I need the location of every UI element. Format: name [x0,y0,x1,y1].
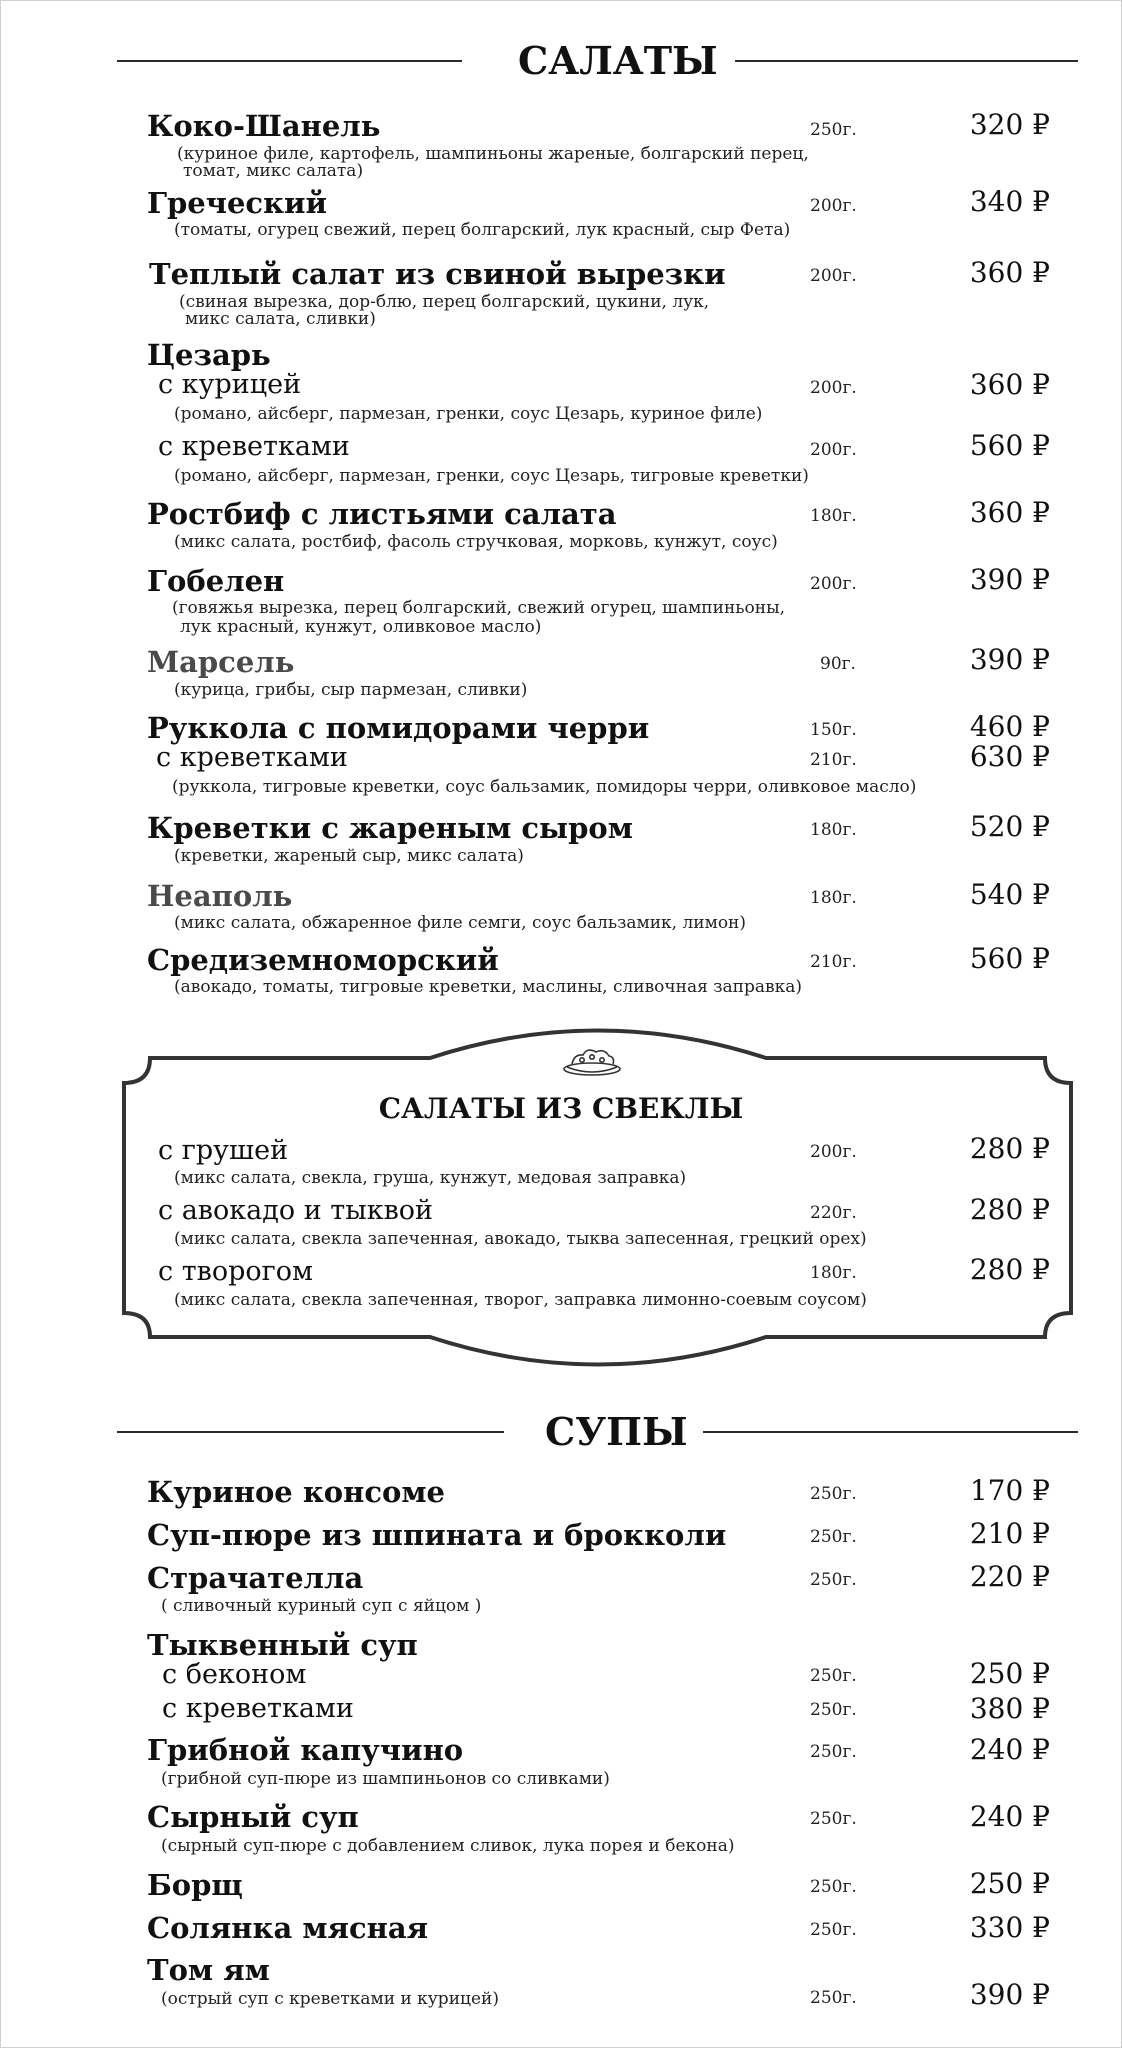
menu-item-weight: 180г. [810,1263,857,1283]
menu-item-description: (микс салата, свекла, груша, кунжут, медовая заправка) [174,1168,687,1188]
menu-item-description: (свиная вырезка, дор-блю, перец болгарский, цукини, лук, [179,292,710,312]
menu-item-name: Сырный суп [147,1800,359,1834]
menu-item-description: (грибной суп-пюре из шампиньонов со сливками) [161,1769,610,1789]
menu-item-price: 460 ₽ [969,710,1050,743]
menu-item-name: Средиземноморский [147,943,499,977]
menu-item-weight: 250г. [810,1742,857,1762]
salads-divider-right [735,60,1078,62]
menu-item-description: (микс салата, ростбиф, фасоль стручковая, морковь, кунжут, соус) [174,532,778,552]
menu-item-price: 280 ₽ [969,1132,1050,1165]
menu-item-weight: 200г. [810,440,857,460]
menu-item-name: Марсель [147,645,295,679]
menu-item-weight: 250г. [810,1809,857,1829]
menu-item-weight: 200г. [810,266,857,286]
menu-item-description: (романо, айсберг, пармезан, гренки, соус Цезарь, тигровые креветки) [174,466,809,486]
menu-item-variant: с курицей [158,369,302,400]
menu-item-description: (говяжья вырезка, перец болгарский, свежий огурец, шампиньоны, [172,598,786,618]
menu-item-price: 240 ₽ [969,1733,1050,1766]
menu-item-price: 380 ₽ [969,1692,1050,1725]
menu-item-price: 360 ₽ [969,496,1050,529]
menu-item-weight: 180г. [810,888,857,908]
menu-item-description: (микс салата, обжаренное филе семги, соус бальзамик, лимон) [174,913,747,933]
menu-item-price: 560 ₽ [969,429,1050,462]
menu-item-name: Солянка мясная [147,1911,429,1945]
soups-section-title: СУПЫ [545,1409,688,1454]
menu-item-weight: 250г. [810,1877,857,1897]
menu-item-name: Цезарь [147,338,271,372]
menu-item-name: Креветки с жареным сыром [147,811,633,845]
menu-item-price: 170 ₽ [969,1474,1050,1507]
menu-item-price: 560 ₽ [969,942,1050,975]
menu-item-weight: 200г. [810,196,857,216]
menu-item-variant: с креветками [156,742,348,773]
beet-salads-section-title: САЛАТЫ ИЗ СВЕКЛЫ [378,1092,744,1125]
menu-item-weight: 180г. [810,820,857,840]
menu-item-description: томат, микс салата) [183,161,364,181]
menu-item-description: лук красный, кунжут, оливковое масло) [180,617,542,637]
menu-item-price: 210 ₽ [969,1517,1050,1550]
soups-divider-left [117,1431,504,1433]
menu-item-description: (томаты, огурец свежий, перец болгарский, лук красный, сыр Фета) [174,220,791,240]
menu-item-name: Суп-пюре из шпината и брокколи [147,1518,727,1552]
menu-item-description: (руккола, тигровые креветки, соус бальзамик, помидоры черри, оливковое масло) [172,777,917,797]
menu-item-description: (авокадо, томаты, тигровые креветки, маслины, сливочная заправка) [174,977,802,997]
menu-item-price: 520 ₽ [969,810,1050,843]
menu-item-price: 390 ₽ [969,1978,1050,2011]
menu-item-description: (креветки, жареный сыр, микс салата) [174,846,524,866]
menu-item-name: Ростбиф с листьями салата [147,497,617,531]
menu-item-weight: 250г. [810,1666,857,1686]
menu-item-variant: с творогом [158,1256,314,1287]
menu-item-price: 630 ₽ [969,740,1050,773]
menu-item-weight: 90г. [820,654,856,674]
menu-item-name: Борщ [147,1868,243,1902]
menu-item-price: 240 ₽ [969,1800,1050,1833]
menu-item-price: 280 ₽ [969,1193,1050,1226]
menu-item-weight: 220г. [810,1203,857,1223]
menu-item-weight: 200г. [810,378,857,398]
salad-bowl-icon [564,1050,620,1075]
menu-item-price: 390 ₽ [969,643,1050,676]
menu-item-variant: с грушей [158,1135,289,1166]
menu-item-weight: 250г. [810,1570,857,1590]
menu-item-description: (куриное филе, картофель, шампиньоны жареные, болгарский перец, [177,144,809,164]
menu-item-variant: с креветками [158,431,350,462]
menu-item-weight: 200г. [810,1142,857,1162]
menu-item-name: Тыквенный суп [147,1628,418,1662]
menu-item-weight: 250г. [810,1700,857,1720]
menu-item-price: 220 ₽ [969,1560,1050,1593]
menu-item-name: Руккола с помидорами черри [147,711,650,745]
menu-item-price: 250 ₽ [969,1867,1050,1900]
menu-item-price: 320 ₽ [969,108,1050,141]
menu-item-description: (острый суп с креветками и курицей) [161,1989,499,2009]
menu-item-price: 340 ₽ [969,185,1050,218]
menu-item-weight: 210г. [810,952,857,972]
menu-item-weight: 250г. [810,1988,857,2008]
menu-item-name: Грибной капучино [147,1733,464,1767]
menu-item-name: Куриное консоме [147,1475,446,1509]
menu-item-variant: с креветками [162,1693,354,1724]
menu-item-description: (микс салата, свекла запеченная, творог, заправка лимонно-соевым соусом) [174,1290,867,1310]
menu-item-name: Страчателла [147,1561,364,1595]
soups-divider-right [703,1431,1078,1433]
menu-item-variant: с беконом [162,1659,307,1690]
menu-item-description: ( сливочный куриный суп с яйцом ) [161,1596,482,1616]
menu-item-name: Теплый салат из свиной вырезки [149,257,726,291]
menu-item-weight: 250г. [810,1484,857,1504]
menu-item-weight: 200г. [810,574,857,594]
menu-item-weight: 250г. [810,1920,857,1940]
menu-item-weight: 250г. [810,1527,857,1547]
menu-item-weight: 150г. [810,720,857,740]
menu-item-price: 360 ₽ [969,368,1050,401]
menu-item-price: 390 ₽ [969,563,1050,596]
menu-item-price: 330 ₽ [969,1911,1050,1944]
salads-divider-left [117,60,462,62]
menu-item-variant: с авокадо и тыквой [158,1195,434,1226]
menu-item-name: Коко-Шанель [147,109,381,143]
menu-item-weight: 210г. [810,750,857,770]
menu-item-name: Греческий [147,186,328,220]
menu-item-price: 360 ₽ [969,256,1050,289]
menu-item-name: Гобелен [147,564,285,598]
menu-item-weight: 250г. [810,120,857,140]
menu-item-description: (сырный суп-пюре с добавлением сливок, лука порея и бекона) [161,1836,735,1856]
menu-item-description: (романо, айсберг, пармезан, гренки, соус Цезарь, куриное филе) [174,404,763,424]
menu-item-description: (микс салата, свекла запеченная, авокадо, тыква запесенная, грецкий орех) [174,1229,867,1249]
menu-item-description: (курица, грибы, сыр пармезан, сливки) [174,680,528,700]
menu-item-price: 540 ₽ [969,878,1050,911]
menu-item-description: микс салата, сливки) [185,309,376,329]
salads-section-title: САЛАТЫ [518,38,718,83]
menu-item-price: 280 ₽ [969,1253,1050,1286]
menu-item-name: Том ям [147,1953,270,1987]
menu-item-price: 250 ₽ [969,1657,1050,1690]
menu-item-name: Неаполь [147,879,293,913]
menu-item-weight: 180г. [810,506,857,526]
